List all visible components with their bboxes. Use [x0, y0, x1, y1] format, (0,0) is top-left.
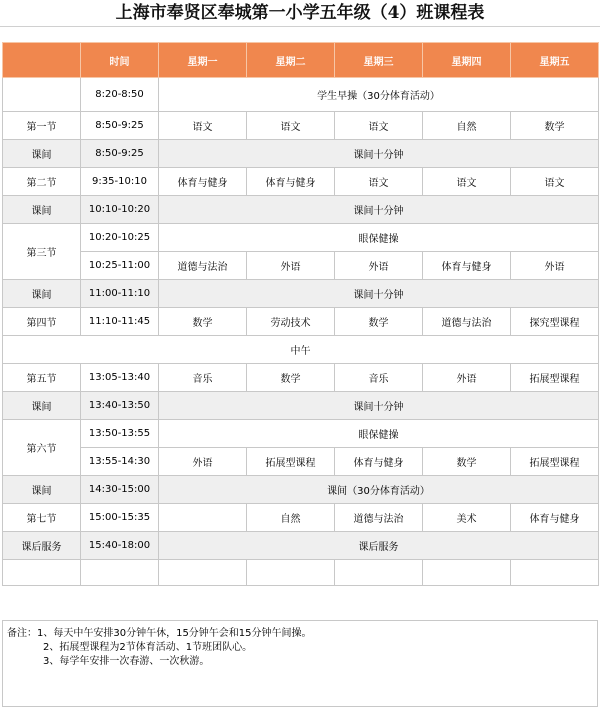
time-cell: 10:10-10:20: [81, 196, 159, 224]
course-cell: 拓展型课程: [247, 448, 335, 476]
course-cell: 自然: [423, 112, 511, 140]
time-cell: 13:05-13:40: [81, 364, 159, 392]
time-cell: 9:35-10:10: [81, 168, 159, 196]
table-row-empty: [3, 560, 599, 586]
course-cell: 音乐: [335, 364, 423, 392]
period-label: 课间: [3, 280, 81, 308]
course-cell: 数学: [335, 308, 423, 336]
table-row: [3, 420, 599, 448]
time-cell: 11:10-11:45: [81, 308, 159, 336]
table-row: [3, 168, 599, 196]
empty-cell: [159, 560, 247, 586]
empty-cell: [81, 560, 159, 586]
span-cell: 课间十分钟: [159, 196, 599, 224]
course-cell: 外语: [159, 448, 247, 476]
course-cell: 数学: [423, 448, 511, 476]
time-cell: 10:25-11:00: [81, 252, 159, 280]
course-cell: 美术: [423, 504, 511, 532]
time-cell: 8:20-8:50: [81, 78, 159, 112]
time-cell: 10:20-10:25: [81, 224, 159, 252]
course-cell: 外语: [511, 252, 599, 280]
header-time: 时间: [81, 43, 159, 78]
table-row: [3, 364, 599, 392]
table-row: [3, 252, 599, 280]
period-label: 第二节: [3, 168, 81, 196]
table-row: [3, 78, 599, 112]
course-cell: 外语: [423, 364, 511, 392]
title-divider: [0, 26, 600, 27]
period-label: 课间: [3, 476, 81, 504]
course-cell: 数学: [159, 308, 247, 336]
schedule-table: [2, 42, 599, 586]
course-cell: 劳动技术: [247, 308, 335, 336]
course-cell: 拓展型课程: [511, 448, 599, 476]
note-line: 3、每学年安排一次春游、一次秋游。: [43, 656, 210, 667]
table-row: [3, 196, 599, 224]
header-blank: [3, 43, 81, 78]
course-cell: 数学: [511, 112, 599, 140]
table-row: [3, 532, 599, 560]
header-wed: 星期三: [335, 43, 423, 78]
noon-cell: 中午: [3, 336, 599, 364]
note-line: 备注：1、每天中午安排30分钟午休，15分钟午会和15分钟午间操。: [7, 628, 312, 639]
course-cell: 语文: [247, 112, 335, 140]
empty-cell: [511, 560, 599, 586]
course-cell: 语文: [511, 168, 599, 196]
period-label: 第五节: [3, 364, 81, 392]
notes-box: [2, 620, 598, 707]
time-cell: 13:40-13:50: [81, 392, 159, 420]
course-cell: 道德与法治: [423, 308, 511, 336]
time-cell: 8:50-9:25: [81, 112, 159, 140]
period-label: 第一节: [3, 112, 81, 140]
table-row: [3, 112, 599, 140]
empty-cell: [247, 560, 335, 586]
table-row: [3, 476, 599, 504]
course-cell: 探究型课程: [511, 308, 599, 336]
empty-cell: [423, 560, 511, 586]
course-cell: 体育与健身: [247, 168, 335, 196]
course-cell: 拓展型课程: [511, 364, 599, 392]
period-label: 第四节: [3, 308, 81, 336]
course-cell: 语文: [159, 112, 247, 140]
time-cell: 15:40-18:00: [81, 532, 159, 560]
header-row: [3, 43, 599, 78]
span-cell: 课间（30分体育活动）: [159, 476, 599, 504]
course-cell: 道德与法治: [335, 504, 423, 532]
period-label: 第七节: [3, 504, 81, 532]
course-cell: 外语: [335, 252, 423, 280]
course-cell: 体育与健身: [423, 252, 511, 280]
course-cell: 体育与健身: [511, 504, 599, 532]
span-cell: 课间十分钟: [159, 392, 599, 420]
time-cell: 11:00-11:10: [81, 280, 159, 308]
span-cell: 学生早操（30分体育活动）: [159, 78, 599, 112]
table-row: [3, 280, 599, 308]
time-cell: 14:30-15:00: [81, 476, 159, 504]
course-cell: [159, 504, 247, 532]
header-tue: 星期二: [247, 43, 335, 78]
period-label: 课间: [3, 140, 81, 168]
period-label: 课间: [3, 196, 81, 224]
table-row: [3, 504, 599, 532]
period-label: 第三节: [3, 224, 81, 280]
table-row: [3, 224, 599, 252]
header-fri: 星期五: [511, 43, 599, 78]
table-row: [3, 336, 599, 364]
empty-cell: [3, 560, 81, 586]
time-cell: 15:00-15:35: [81, 504, 159, 532]
time-cell: 13:55-14:30: [81, 448, 159, 476]
table-row: [3, 140, 599, 168]
course-cell: 语文: [335, 168, 423, 196]
note-line: 2、拓展型课程为2节体育活动、1节班团队心。: [43, 642, 253, 653]
period-label: [3, 78, 81, 112]
span-cell: 课间十分钟: [159, 280, 599, 308]
course-cell: 自然: [247, 504, 335, 532]
course-cell: 音乐: [159, 364, 247, 392]
course-cell: 体育与健身: [159, 168, 247, 196]
empty-cell: [335, 560, 423, 586]
span-cell: 眼保健操: [159, 224, 599, 252]
span-cell: 课后服务: [159, 532, 599, 560]
period-label: 第六节: [3, 420, 81, 476]
table-row: [3, 308, 599, 336]
span-cell: 课间十分钟: [159, 140, 599, 168]
time-cell: 13:50-13:55: [81, 420, 159, 448]
course-cell: 道德与法治: [159, 252, 247, 280]
course-cell: 外语: [247, 252, 335, 280]
header-thu: 星期四: [423, 43, 511, 78]
course-cell: 语文: [423, 168, 511, 196]
course-cell: 语文: [335, 112, 423, 140]
page-title: 上海市奉贤区奉城第一小学五年级（4）班课程表: [115, 3, 485, 23]
table-row: [3, 392, 599, 420]
period-label: 课间: [3, 392, 81, 420]
period-label: 课后服务: [3, 532, 81, 560]
table-row: [3, 448, 599, 476]
header-mon: 星期一: [159, 43, 247, 78]
span-cell: 眼保健操: [159, 420, 599, 448]
time-cell: 8:50-9:25: [81, 140, 159, 168]
course-cell: 体育与健身: [335, 448, 423, 476]
course-cell: 数学: [247, 364, 335, 392]
